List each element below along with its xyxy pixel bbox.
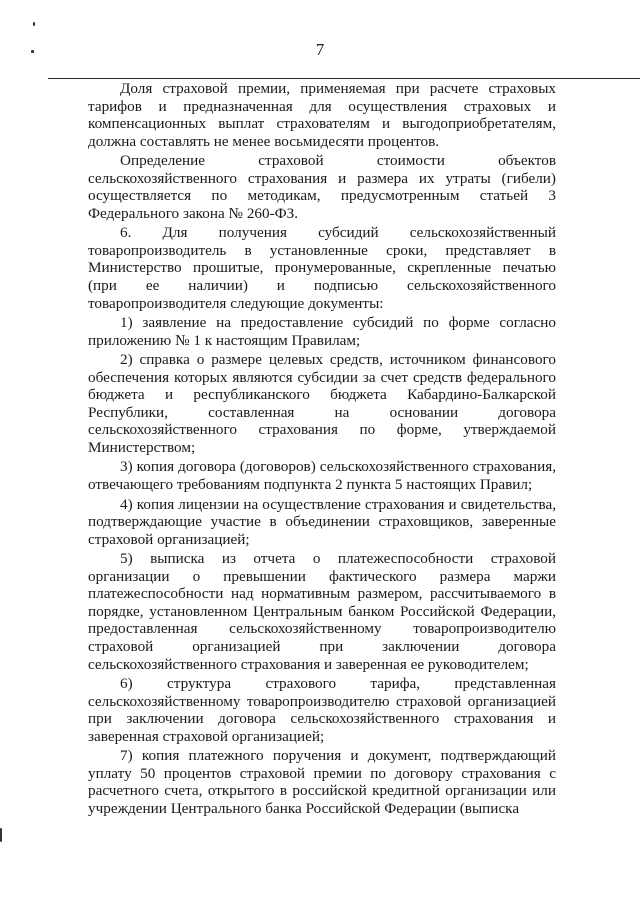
list-item-4: 4) копия лицензии на осуществление страхования и свидетельства, подтверждающие участие в объединении страховщиков, заверенные страховой организацией; [88,495,556,548]
scan-mark-top [33,22,35,26]
paragraph-insured-value-determination: Определение страховой стоимости объектов сельскохозяйственного страхования и размера их утраты (гибели) осуществляется по методикам, предусмотренным статьей 3 Федерального закона № 260-ФЗ. [88,152,556,222]
list-item-3: 3) копия договора (договоров) сельскохозяйственного страхования, отвечающего требованиям подпункта 2 пункта 5 настоящих Правил; [88,458,556,494]
list-item-6: 6) структура страхового тарифа, представленная сельскохозяйственному товаропроизводителю страховой организацией при заключении договора сельскохозяйственного страхования и заверенная страховой организацией; [88,675,556,745]
document-body [88,80,556,817]
list-item-5: 5) выписка из отчета о платежеспособности страховой организации о превышении фактического размера маржи платежеспособности над нормативным размером, рассчитываемого в порядке, установленном Центральным банком Российской Федерации, предоставленная сельскохозяйственному товаропроизводителю страховой организацией при заключении договора сельскохозяйственного страхования и заверенная ее руководителем; [88,550,556,673]
page-number: 7 [315,40,325,59]
list-item-2: 2) справка о размере целевых средств, источником финансового обеспечения которых являются субсидии за счет средств федерального бюджета и республиканского бюджета Кабардино-Балкарской Республики, составленная на основании договора сельскохозяйственного страхования по форме, утверждаемой Министерством; [88,351,556,456]
paragraph-insurance-premium-share: Доля страховой премии, применяемая при расчете страховых тарифов и предназначенная для осуществления страховых и компенсационных выплат страхователям и выгодоприобретателям, должна составлять не менее восьмидесяти процентов. [88,80,556,150]
scan-mark-bottom-left [0,828,2,842]
list-item-7: 7) копия платежного поручения и документ, подтверждающий уплату 50 процентов страховой премии по договору страхования с расчетного счета, открытого в российской кредитной организации или учреждении Центрального банка Российской Федерации (выписка [88,747,556,817]
paragraph-clause-6: 6. Для получения субсидий сельскохозяйственный товаропроизводитель в установленные сроки, представляет в Министерство прошитые, пронумерованные, скрепленные печатью (при ее наличии) и подписью сельскохозяйственного товаропроизводителя следующие документы: [88,224,556,312]
header-rule [48,78,640,79]
list-item-1: 1) заявление на предоставление субсидий по форме согласно приложению № 1 к настоящим Правилам; [88,314,556,349]
